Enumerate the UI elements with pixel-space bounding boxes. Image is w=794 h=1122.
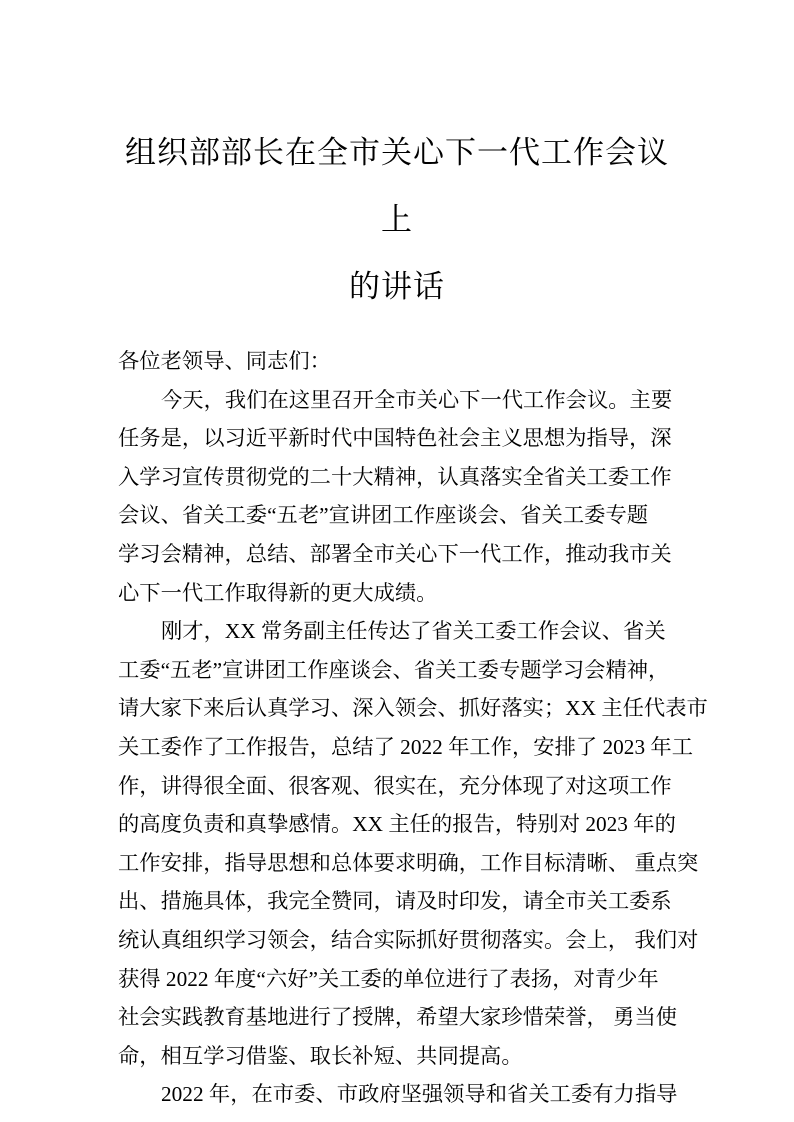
title-line-1: 组织部部长在全市关心下一代工作会议上 [125, 135, 669, 237]
body-line: 获得 2022 年度“六好”关工委的单位进行了表扬，对青少年 [118, 966, 659, 991]
body-line: 刚才，XX 常务副主任传达了省关工委工作会议、省关 [161, 619, 666, 644]
body-line: 的高度负责和真挚感情。XX 主任的报告，特别对 2023 年的 [118, 812, 676, 837]
body-line: 关工委作了工作报告，总结了 2022 年工作，安排了 2023 年工 [118, 734, 694, 759]
body-line: 学习会精神，总结、部署全市关心下一代工作，推动我市关 [118, 541, 672, 566]
body-line: 2022 年，在市委、市政府坚强领导和省关工委有力指导 [161, 1082, 678, 1107]
body-line: 统认真组织学习领会，结合实际抓好贯彻落实。会上， 我们对 [118, 927, 699, 952]
body-line: 今天，我们在这里召开全市关心下一代工作会议。主要 [161, 387, 673, 412]
body-line: 入学习宣传贯彻党的二十大精神，认真落实全省关工委工作 [118, 464, 672, 489]
body-line: 作，讲得很全面、很客观、很实在，充分体现了对这项工作 [118, 773, 672, 798]
salutation-line: 各位老领导、同志们： [118, 349, 331, 373]
body-line: 会议、省关工委“五老”宣讲团工作座谈会、省关工委专题 [118, 503, 649, 528]
body-line: 社会实践教育基地进行了授牌，希望大家珍惜荣誉， 勇当使 [118, 1005, 678, 1030]
body-line: 命，相互学习借鉴、取长补短、共同提高。 [118, 1043, 523, 1068]
title-line-2: 的讲话 [349, 269, 445, 304]
body-line: 任务是，以习近平新时代中国特色社会主义思想为指导，深 [118, 426, 672, 451]
document-title [118, 119, 676, 320]
document-body [118, 342, 708, 1114]
body-line: 心下一代工作取得新的更大成绩。 [118, 580, 438, 605]
body-line: 工作安排，指导思想和总体要求明确，工作目标清晰、 重点突 [118, 850, 699, 875]
body-line: 工委“五老”宣讲团工作座谈会、省关工委专题学习会精神， [118, 657, 670, 682]
body-line: 请大家下来后认真学习、深入领会、抓好落实；XX 主任代表市 [118, 696, 708, 721]
body-line: 出、措施具体，我完全赞同，请及时印发，请全市关工委系 [118, 889, 672, 914]
